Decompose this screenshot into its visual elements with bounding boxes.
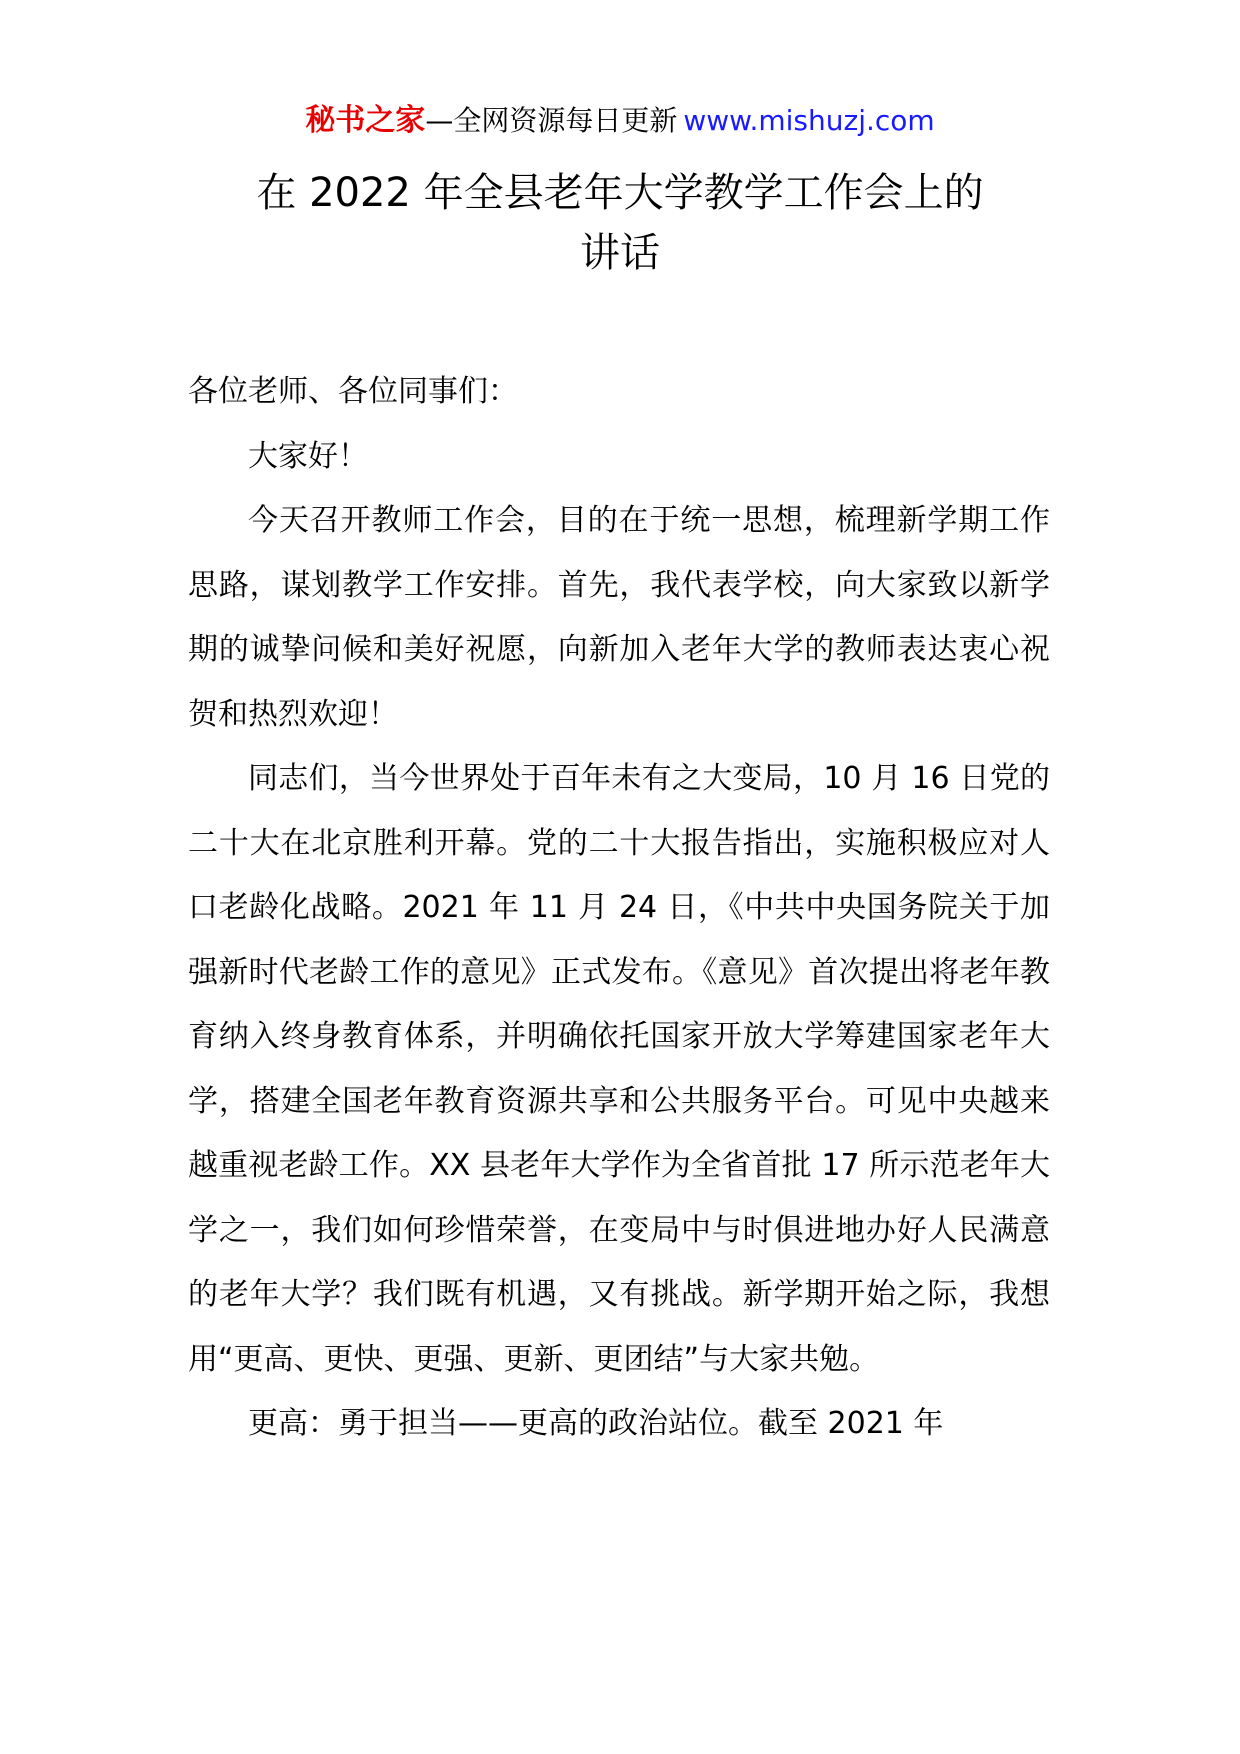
paragraph-1: 今天召开教师工作会，目的在于统一思想，梳理新学期工作思路，谋划教学工作安排。首先，我代表学校，向大家致以新学期的诚挚问候和美好祝愿，向新加入老年大学的教师表达衷心祝贺和热烈欢迎！ [188,503,1050,732]
paragraph-3: 更高：勇于担当——更高的政治站位。截至 2021 年 [248,1406,944,1441]
title-line-2: 讲话 [580,230,660,276]
site-header [0,101,1240,141]
greeting: 大家好！ [248,438,368,474]
document-title [150,163,1090,283]
salutation: 各位老师、各位同事们： [188,374,518,409]
title-line-1: 在 2022 年全县老年大学教学工作会上的 [256,170,984,216]
document-body [188,360,1050,1457]
site-url[interactable]: www.mishuzj.com [683,104,935,137]
header-tagline: —全网资源每日更新 [425,104,678,137]
paragraph-2: 同志们，当今世界处于百年未有之大变局，10 月 16 日党的二十大在北京胜利开幕。党的二十大报告指出，实施积极应对人口老龄化战略。2021 年 11 月 24 日，《中共中央国务院关于加强新时代老龄工作的意见》正式发布。《意见》首次提出将老年教育纳入终身教育体系，并明确依托国家开放大学筹建国家老年大学，搭建全国老年教育资源共享和公共服务平台。可见中央越来越重视老龄工作。XX 县老年大学作为全省首批 17 所示范老年大学之一，我们如何珍惜荣誉，在变局中与时俱进地办好人民满意的老年大学？我们既有机遇，又有挑战。新学期开始之际，我想用“更高、更快、更强、更新、更团结”与大家共勉。 [188,761,1050,1377]
brand-name: 秘书之家 [305,103,426,138]
